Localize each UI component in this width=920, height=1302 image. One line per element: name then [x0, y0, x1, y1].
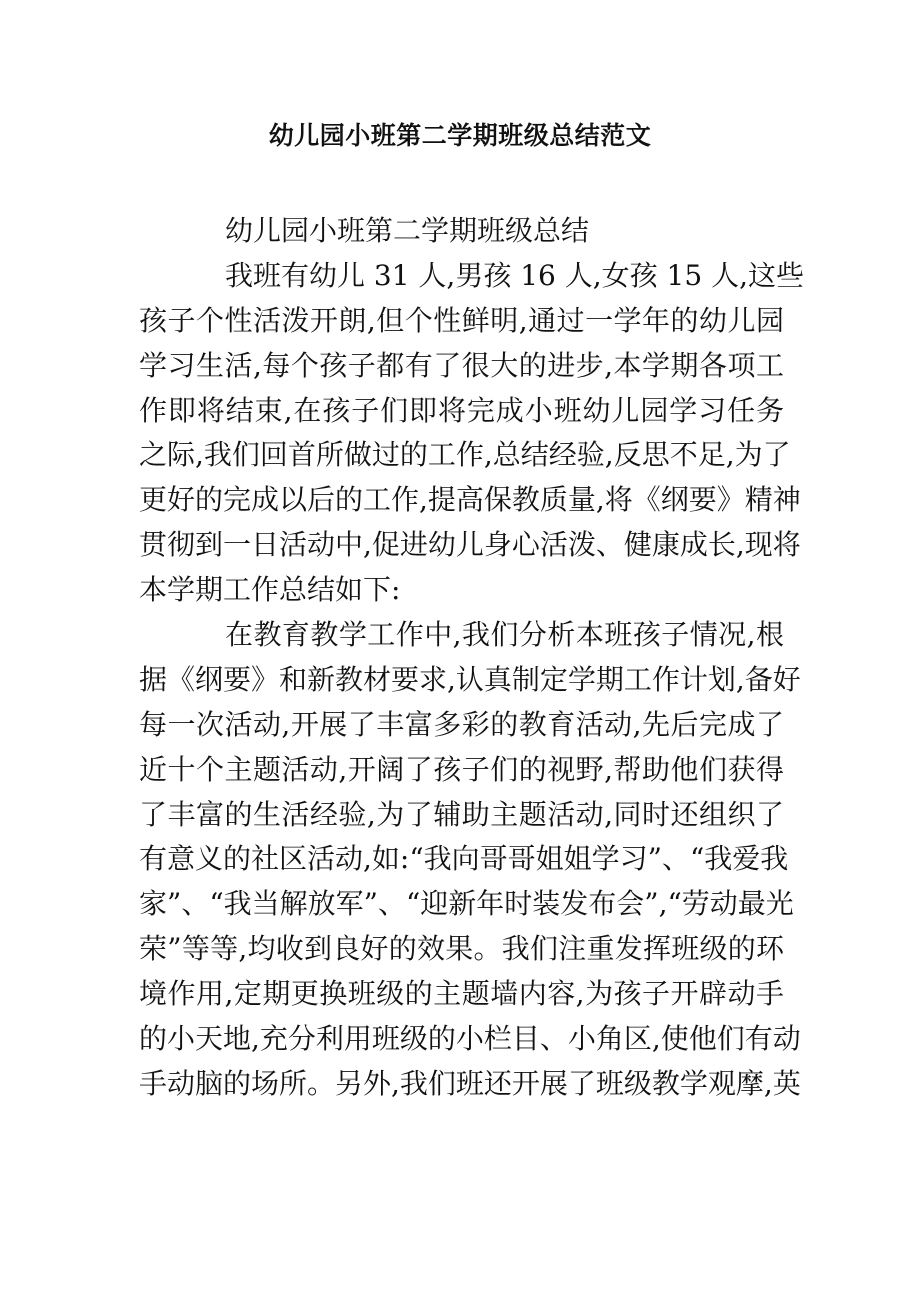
paragraph-2-line-1: 在教育教学工作中,我们分析本班孩子情况,根 — [225, 618, 784, 652]
paragraph-2-line-2: 据《纲要》和新教材要求,认真制定学期工作计划,备好 — [139, 662, 801, 696]
paragraph-2-line-11: 手动脑的场所。另外,我们班还开展了班级教学观摩,英 — [139, 1066, 801, 1100]
paragraph-1-line-4: 作即将结束,在孩子们即将完成小班幼儿园学习任务 — [139, 393, 784, 427]
paragraph-2-line-9: 境作用,定期更换班级的主题墙内容,为孩子开辟动手 — [139, 977, 784, 1011]
paragraph-2-line-7: 家”、“我当解放军”、“迎新年时装发布会”,“劳动最光 — [139, 887, 794, 921]
paragraph-1-line-1: 我班有幼儿 31 人,男孩 16 人,女孩 15 人,这些 — [225, 258, 804, 292]
document-body — [139, 209, 804, 1107]
paragraph-1-line-2: 孩子个性活泼开朗,但个性鲜明,通过一学年的幼儿园 — [139, 303, 784, 337]
document-title: 幼儿园小班第二学期班级总结范文 — [268, 121, 652, 150]
section-heading: 幼儿园小班第二学期班级总结 — [225, 214, 590, 247]
paragraph-2-line-6: 有意义的社区活动,如:“我向哥哥姐姐学习”、“我爱我 — [139, 842, 789, 876]
paragraph-1-line-3: 学习生活,每个孩子都有了很大的进步,本学期各项工 — [139, 348, 784, 382]
paragraph-2-line-3: 每一次活动,开展了丰富多彩的教育活动,先后完成了 — [139, 707, 784, 741]
paragraph-1-line-6: 更好的完成以后的工作,提高保教质量,将《纲要》精神 — [139, 483, 801, 517]
paragraph-2-line-5: 了丰富的生活经验,为了辅助主题活动,同时还组织了 — [139, 797, 784, 831]
paragraph-2-line-10: 的小天地,充分利用班级的小栏目、小角区,使他们有动 — [139, 1022, 801, 1056]
paragraph-2-line-4: 近十个主题活动,开阔了孩子们的视野,帮助他们获得 — [139, 752, 784, 786]
paragraph-1-line-7: 贯彻到一日活动中,促进幼儿身心活泼、健康成长,现将 — [139, 528, 801, 562]
paragraph-1-line-5: 之际,我们回首所做过的工作,总结经验,反思不足,为了 — [139, 438, 791, 472]
paragraph-2-line-8: 荣”等等,均收到良好的效果。我们注重发挥班级的环 — [139, 932, 784, 966]
paragraph-1-line-8: 本学期工作总结如下: — [139, 573, 401, 607]
